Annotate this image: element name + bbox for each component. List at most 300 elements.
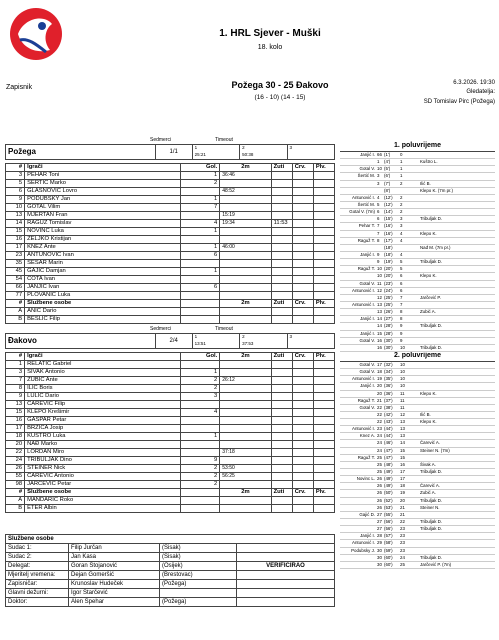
home-score: 6 <box>377 216 380 222</box>
player-zut <box>271 473 292 481</box>
col-plv: Plv. <box>313 164 334 172</box>
player-name: ZUBIĆ Ante <box>25 377 181 385</box>
player-name: GLASNOVIĆ Lovro <box>25 188 181 196</box>
col-plv: Plv. <box>313 353 334 361</box>
player-gol <box>181 425 220 433</box>
scorer-home: Antunović I. <box>352 426 375 432</box>
official-role: Zapisničar: <box>6 580 69 589</box>
player-plv <box>313 292 334 300</box>
player-crv <box>292 417 313 425</box>
official-note <box>237 589 335 598</box>
player-num: 5 <box>6 180 25 188</box>
scorer-home: Raguž T. <box>357 454 375 460</box>
player-name: RAGUŽ Tomislav <box>25 220 181 228</box>
goal-minute: (44') <box>384 426 393 432</box>
sedmerci-label-2: Sedmerci <box>150 326 172 332</box>
goal-minute: (50') <box>384 490 393 496</box>
goal-row <box>340 476 495 483</box>
player-crv <box>292 441 313 449</box>
official-empty <box>313 308 334 316</box>
player-crv <box>292 252 313 260</box>
player-gol: 1 <box>181 433 220 441</box>
player-name: ČAREVIĆ Filip <box>25 401 181 409</box>
league-logo <box>6 4 66 64</box>
player-plv <box>313 252 334 260</box>
scorer-away: Tribuljak D. <box>420 344 443 350</box>
player-plv <box>313 361 334 369</box>
goal-minute: (53') <box>384 504 393 510</box>
player-crv <box>292 180 313 188</box>
player-row <box>6 449 335 457</box>
official-name: ETER Albin <box>25 505 181 513</box>
official-city: (Brestovac) <box>160 571 237 580</box>
player-gol: 1 <box>181 268 220 276</box>
goal-minute: (47') <box>384 447 393 453</box>
goal-row <box>340 533 495 540</box>
away-score: 11 <box>400 404 405 410</box>
away-score: 2 <box>400 180 403 186</box>
col-crv: Crv. <box>292 164 313 172</box>
scorer-home: Novinc L. <box>356 476 375 482</box>
player-gol <box>181 361 220 369</box>
goal-row <box>340 202 495 209</box>
player-two <box>220 268 271 276</box>
player-zut <box>271 457 292 465</box>
col-hash: # <box>6 164 25 172</box>
official-person: Dejan Gomeršić <box>69 571 160 580</box>
away-score: 20 <box>400 497 405 503</box>
goal-row <box>340 562 495 569</box>
player-row <box>6 425 335 433</box>
goal-row <box>340 238 495 245</box>
player-gol <box>181 292 220 300</box>
official-name: ANIĆ Dario <box>25 308 181 316</box>
col-hash: # <box>6 300 25 308</box>
player-row <box>6 172 335 180</box>
player-row <box>6 377 335 385</box>
goal-minute: (1') <box>384 152 391 157</box>
official-note <box>237 553 335 562</box>
team2-players-table <box>5 352 335 513</box>
player-plv <box>313 433 334 441</box>
player-crv <box>292 473 313 481</box>
official-empty <box>292 497 313 505</box>
scorer-away: Čarević A. <box>420 440 441 446</box>
player-num: 15 <box>6 409 25 417</box>
goal-minute: (17') <box>384 237 393 243</box>
player-plv <box>313 260 334 268</box>
scorer-away: Tribuljak D. <box>420 216 443 222</box>
player-num: 23 <box>6 252 25 260</box>
player-zut <box>271 425 292 433</box>
team1-players-table <box>5 163 335 324</box>
goal-row <box>340 376 495 383</box>
player-gol: 1 <box>181 369 220 377</box>
home-score: 13 <box>377 301 382 307</box>
player-num: 20 <box>6 441 25 449</box>
home-score: 25 <box>377 461 382 467</box>
goal-row <box>340 273 495 280</box>
player-num: 3 <box>6 172 25 180</box>
player-num: 98 <box>6 481 25 489</box>
home-score: 27 <box>377 519 382 525</box>
match-score: Požega 30 - 25 Đakovo <box>231 80 329 90</box>
goal-row <box>340 419 495 426</box>
player-name: PODUBSKY Jan <box>25 196 181 204</box>
player-plv <box>313 481 334 489</box>
player-zut <box>271 268 292 276</box>
player-name: JANJIĆ Ivan <box>25 284 181 292</box>
home-score: 21 <box>377 397 382 403</box>
goal-row <box>340 181 495 188</box>
scorer-away: Klepo K. (7m pr.) <box>420 187 453 193</box>
match-datetime: 6.3.2026. 19:30 <box>453 80 495 86</box>
player-row <box>6 417 335 425</box>
goal-minute: (28') <box>384 323 393 329</box>
scorer-away: Tribuljak D. <box>420 323 443 329</box>
home-score: 26 <box>377 504 382 510</box>
col-blank <box>181 300 220 308</box>
goal-row <box>340 288 495 295</box>
home-score: 15 <box>377 330 382 336</box>
player-zut <box>271 292 292 300</box>
goal-minute: (4') <box>384 159 391 165</box>
official-empty <box>313 316 334 324</box>
official-empty <box>292 505 313 513</box>
away-score: 3 <box>400 223 403 229</box>
away-score: 9 <box>400 323 403 329</box>
goal-minute: (16') <box>384 223 393 229</box>
col-officials: Službene osobe <box>25 489 181 497</box>
away-score: 12 <box>400 411 405 417</box>
team1-sedmerci: 1/1 <box>155 145 192 160</box>
goal-row <box>340 331 495 338</box>
goal-minute: (34') <box>384 369 393 375</box>
player-crv <box>292 268 313 276</box>
col-zuti: Žuti <box>271 353 292 361</box>
official-role: Delegat: <box>6 562 69 571</box>
away-score: 16 <box>400 461 405 467</box>
official-empty <box>271 308 292 316</box>
player-plv <box>313 401 334 409</box>
goal-minute: (19') <box>384 259 393 265</box>
goal-row <box>340 316 495 323</box>
official-row <box>6 562 335 571</box>
player-plv <box>313 244 334 252</box>
scorer-home: Raguž T. <box>357 266 375 272</box>
official-name: BEŠLIĆ Filip <box>25 316 181 324</box>
official-letter: A <box>6 308 25 316</box>
player-two <box>220 369 271 377</box>
player-row <box>6 268 335 276</box>
player-zut <box>271 204 292 212</box>
goal-row <box>340 398 495 405</box>
official-letter: A <box>6 497 25 505</box>
goal-row <box>340 302 495 309</box>
player-crv <box>292 361 313 369</box>
player-name: ŠIVAK Antonio <box>25 369 181 377</box>
col-hash: # <box>6 353 25 361</box>
player-num: 22 <box>6 449 25 457</box>
col-crv: Crv. <box>292 489 313 497</box>
scorer-home: Janjić I. <box>360 316 375 322</box>
away-score: 2 <box>400 201 403 207</box>
official-note: VERIFICIRAO <box>237 562 335 571</box>
player-gol <box>181 188 220 196</box>
scorer-home: Janjić I. <box>360 383 375 389</box>
scorer-home: Antunović I. <box>352 301 375 307</box>
player-name: KNEZ Ante <box>25 244 181 252</box>
official-note <box>237 598 335 607</box>
col-players: Igrači <box>25 353 181 361</box>
home-score: 14 <box>377 323 382 329</box>
officials-header-row <box>6 300 335 308</box>
home-score: 9 <box>377 251 380 257</box>
away-score: 23 <box>400 540 405 546</box>
player-gol <box>181 449 220 457</box>
scorer-home: Gotal V. <box>359 369 375 375</box>
official-city: (Sisak) <box>160 553 237 562</box>
player-num: 54 <box>6 276 25 284</box>
scorer-home: Gotal V. <box>359 280 375 286</box>
home-score: 13 <box>377 309 382 315</box>
player-num: 24 <box>6 457 25 465</box>
home-score: 16 <box>377 337 382 343</box>
home-score: 3 <box>377 180 380 186</box>
goal-row <box>340 159 495 166</box>
goal-minute: (16') <box>384 230 393 236</box>
col-gol: Gol. <box>181 353 220 361</box>
player-crv <box>292 401 313 409</box>
goal-minute: (43') <box>384 419 393 425</box>
home-score: 26 <box>377 497 382 503</box>
player-crv <box>292 369 313 377</box>
player-zut <box>271 465 292 473</box>
player-crv <box>292 204 313 212</box>
away-score: 6 <box>400 287 403 293</box>
scorer-away: Tribuljak D. <box>420 469 443 475</box>
player-gol: 7 <box>181 204 220 212</box>
player-plv <box>313 228 334 236</box>
home-score: 22 <box>377 404 382 410</box>
player-num: 15 <box>6 228 25 236</box>
player-num: 13 <box>6 401 25 409</box>
player-num: 6 <box>6 188 25 196</box>
player-crv <box>292 449 313 457</box>
away-score: 8 <box>400 309 403 315</box>
col-gol: Gol. <box>181 164 220 172</box>
scorer-away: Tribuljak D. <box>420 497 443 503</box>
official-city: (Požega) <box>160 598 237 607</box>
player-name: RELATIĆ Gabriel <box>25 361 181 369</box>
official-row <box>6 589 335 598</box>
home-score: 18 <box>377 369 382 375</box>
scorer-home: Podubsky J. <box>351 547 375 553</box>
away-score: 5 <box>400 266 403 272</box>
home-score: 10 <box>377 166 382 172</box>
team2-timeout-3: 3 <box>287 334 334 349</box>
official-role: Sudac 2: <box>6 553 69 562</box>
player-gol <box>181 441 220 449</box>
goal-minute: (36') <box>384 390 393 396</box>
scorer-home: Šertić M. <box>357 201 375 207</box>
player-plv <box>313 441 334 449</box>
away-score: 23 <box>400 526 405 532</box>
col-crv: Crv. <box>292 353 313 361</box>
player-name: LULIĆ Dario <box>25 393 181 401</box>
player-crv <box>292 377 313 385</box>
player-two <box>220 393 271 401</box>
goal-row <box>340 455 495 462</box>
official-empty <box>220 505 271 513</box>
scorer-home: Antunović I. <box>352 376 375 382</box>
goal-minute: (44') <box>384 433 393 439</box>
player-zut <box>271 385 292 393</box>
home-score: 26 <box>377 483 382 489</box>
player-name: MJERTAN Fran <box>25 212 181 220</box>
col-players: Igrači <box>25 164 181 172</box>
player-plv <box>313 409 334 417</box>
player-gol: 3 <box>181 393 220 401</box>
player-row <box>6 260 335 268</box>
player-crv <box>292 220 313 228</box>
away-score: 4 <box>400 230 403 236</box>
player-zut <box>271 409 292 417</box>
player-row <box>6 180 335 188</box>
team1-timeout-3: 3 <box>287 145 334 160</box>
player-zut <box>271 196 292 204</box>
away-score: 8 <box>400 316 403 322</box>
official-empty <box>181 316 220 324</box>
official-empty <box>271 505 292 513</box>
player-num: 9 <box>6 196 25 204</box>
goal-row <box>340 338 495 345</box>
player-row <box>6 276 335 284</box>
home-score: 27 <box>377 526 382 532</box>
player-num: 3 <box>6 369 25 377</box>
goal-row <box>340 391 495 398</box>
goal-minute: (37') <box>384 397 393 403</box>
player-two <box>220 433 271 441</box>
goal-minute: (28') <box>384 330 393 336</box>
player-row <box>6 204 335 212</box>
home-score: 27 <box>377 511 382 517</box>
away-score: 10 <box>400 344 405 350</box>
goal-row <box>340 462 495 469</box>
col-zuti: Žuti <box>271 489 292 497</box>
player-zut <box>271 441 292 449</box>
player-num: 16 <box>6 236 25 244</box>
player-gol: 2 <box>181 377 220 385</box>
home-score: 22 <box>377 419 382 425</box>
home-score: 12 <box>377 287 382 293</box>
goal-row <box>340 152 495 159</box>
goal-row <box>340 369 495 376</box>
scorer-away: Steiner N. <box>420 504 440 510</box>
home-score: 24 <box>377 447 382 453</box>
player-name: PLOVANIĆ Luka <box>25 292 181 300</box>
player-gol <box>181 401 220 409</box>
goal-minute: (47') <box>384 454 393 460</box>
home-score: 30 <box>377 554 382 560</box>
player-zut <box>271 449 292 457</box>
player-two <box>220 417 271 425</box>
home-score: 20 <box>377 390 382 396</box>
goal-row <box>340 412 495 419</box>
goal-minute: (55') <box>384 511 393 517</box>
player-zut <box>271 377 292 385</box>
player-zut <box>271 172 292 180</box>
scorer-home: Antunović I. <box>352 194 375 200</box>
home-score: 5 <box>377 201 380 207</box>
col-officials: Službene osobe <box>25 300 181 308</box>
away-score: 13 <box>400 426 405 432</box>
player-gol: 1 <box>181 244 220 252</box>
player-zut <box>271 481 292 489</box>
goal-row <box>340 209 495 216</box>
player-two: 48:52 <box>220 188 271 196</box>
home-score: 17 <box>377 361 382 367</box>
goal-row <box>340 362 495 369</box>
player-num: 26 <box>6 465 25 473</box>
goal-minute: (23') <box>384 280 393 286</box>
player-zut <box>271 188 292 196</box>
official-note <box>237 580 335 589</box>
scorer-away: Ilić B. <box>420 411 431 417</box>
home-score: 26 <box>377 490 382 496</box>
away-score: 21 <box>400 504 405 510</box>
goal-minute: (12') <box>384 194 393 200</box>
official-row <box>6 544 335 553</box>
official-person: Jan Kasa <box>69 553 160 562</box>
col-2m: 2m <box>220 489 271 497</box>
round-label: 18. kolo <box>257 44 283 51</box>
official-row <box>6 553 335 562</box>
official-person: Goran Stojanović <box>69 562 160 571</box>
player-gol: 1 <box>181 228 220 236</box>
goal-row <box>340 345 495 352</box>
player-row <box>6 292 335 300</box>
col-2m: 2m <box>220 353 271 361</box>
team2-name: Đakovo <box>6 334 156 349</box>
player-row <box>6 244 335 252</box>
home-score: 20 <box>377 383 382 389</box>
goal-row <box>340 259 495 266</box>
player-row <box>6 284 335 292</box>
scorer-away: Zubić A. <box>420 309 436 315</box>
goal-minute: (14') <box>384 209 393 215</box>
away-score: 25 <box>400 561 405 567</box>
player-num: 45 <box>6 268 25 276</box>
player-crv <box>292 212 313 220</box>
goal-row <box>340 383 495 390</box>
player-name: GAJIĆ Damjan <box>25 268 181 276</box>
player-crv <box>292 457 313 465</box>
goal-minute: (25') <box>384 301 393 307</box>
goal-row <box>340 426 495 433</box>
player-name: NAĐ Marko <box>25 441 181 449</box>
scorer-home: Gotal V. <box>359 337 375 343</box>
player-zut <box>271 228 292 236</box>
goal-row <box>340 505 495 512</box>
player-plv <box>313 425 334 433</box>
col-2m: 2m <box>220 164 271 172</box>
goal-minute: (58') <box>384 540 393 546</box>
player-name: TRIBULJAK Dino <box>25 457 181 465</box>
col-zuti: Žuti <box>271 300 292 308</box>
goal-minute: (59') <box>384 547 393 553</box>
goal-minute: (49') <box>384 469 393 475</box>
